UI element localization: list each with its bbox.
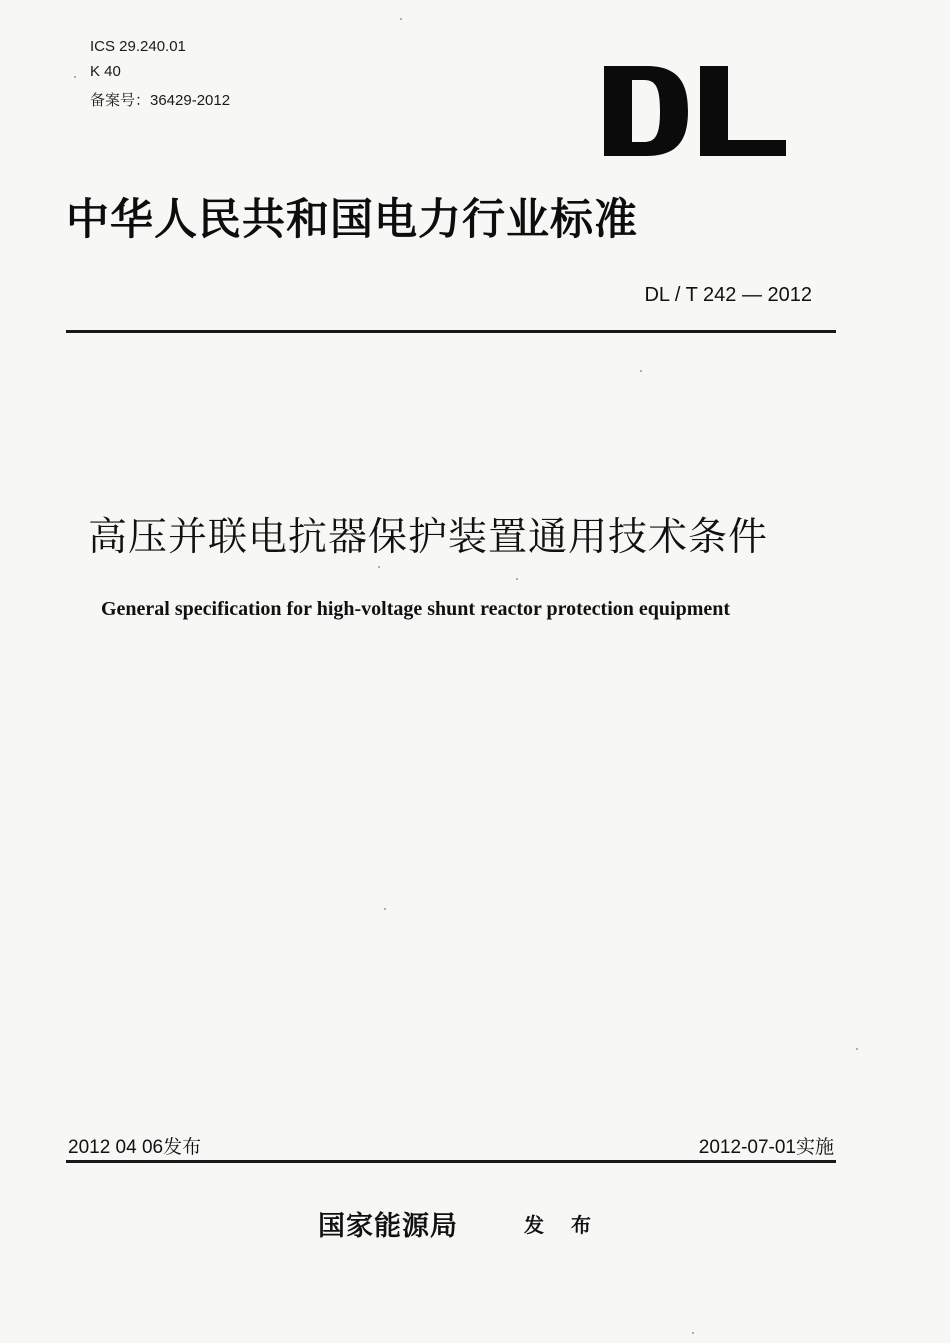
scan-speck — [74, 76, 76, 78]
bottom-divider — [66, 1160, 836, 1163]
dl-logo — [604, 66, 786, 156]
document-title-english: General specification for high-voltage shunt reactor protection equipment — [101, 598, 731, 620]
scan-speck — [692, 1332, 694, 1334]
effective-date: 2012-07-01实施 — [698, 1137, 834, 1158]
filing-number: 备案号：36429-2012 — [90, 92, 231, 109]
scan-speck — [378, 566, 380, 568]
scan-speck — [516, 578, 518, 580]
standard-number: DL / T 242 — 2012 — [644, 284, 812, 306]
scan-speck — [400, 18, 402, 20]
scan-speck — [640, 370, 642, 372]
scan-speck — [856, 1048, 858, 1050]
top-divider — [66, 330, 836, 333]
release-date: 2012 04 06发布 — [68, 1137, 202, 1158]
document-title-chinese: 高压并联电抗器保护装置通用技术条件 — [88, 515, 769, 560]
classification-code: K 40 — [90, 63, 121, 80]
publish-label: 发 布 — [524, 1213, 601, 1237]
scan-speck — [384, 908, 386, 910]
publisher-name: 国家能源局 — [318, 1211, 458, 1242]
ics-code: ICS 29.240.01 — [90, 38, 186, 55]
issuer-title: 中华人民共和国电力行业标准 — [66, 195, 638, 245]
